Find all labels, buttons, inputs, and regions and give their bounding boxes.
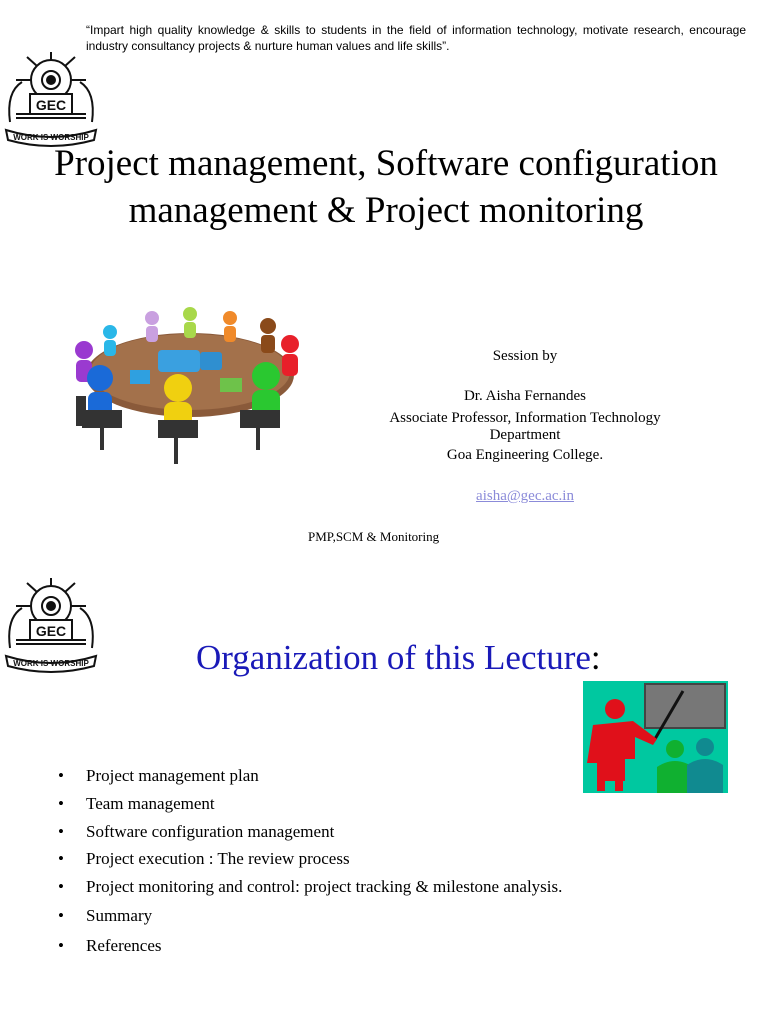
list-item-text: Software configuration management	[86, 822, 335, 841]
lecture-heading	[196, 638, 601, 678]
email-link[interactable]: aisha@gec.ac.in	[476, 488, 574, 504]
logo-motto-2: WORK IS WORSHIP	[13, 659, 89, 668]
slide-title	[20, 140, 752, 234]
bullet: •	[58, 822, 64, 841]
list-item	[58, 877, 562, 897]
logo-text: GEC	[35, 97, 67, 113]
list-item	[58, 794, 215, 814]
logo-text-2: GEC	[35, 623, 67, 639]
bullet: •	[58, 794, 64, 813]
title-line-1: Project management, Software configuration	[54, 143, 718, 184]
bullet: •	[58, 766, 64, 785]
bullet: •	[58, 906, 64, 925]
logo-motto: WORK IS WORSHIP	[13, 133, 89, 142]
designation-line-1: Associate Professor, Information Technology	[389, 410, 661, 426]
list-item	[58, 822, 334, 842]
list-item	[58, 849, 350, 869]
email-row	[360, 487, 690, 505]
designation-line-2: Department	[489, 427, 561, 443]
presenter-clipart	[583, 681, 728, 793]
list-item-text: References	[86, 936, 162, 955]
title-line-2: management & Project monitoring	[128, 190, 644, 231]
gec-logo	[2, 52, 100, 148]
list-item-text: Summary	[86, 906, 153, 925]
bullet: •	[58, 877, 64, 896]
list-item	[58, 766, 259, 786]
session-label: Session by	[492, 348, 558, 364]
mission-statement: “Impart high quality knowledge & skills to students in the field of information technology, motivate research, encourage industry consultancy projects & nurture human values and life skills”.	[86, 23, 746, 53]
presenter-name: Dr. Aisha Fernandes	[463, 388, 587, 404]
slide-footer: PMP,SCM & Monitoring	[308, 529, 440, 544]
bullet: •	[58, 849, 64, 868]
team-puzzle-image	[70, 300, 310, 470]
lecture-heading-colon: :	[590, 638, 601, 677]
list-item	[58, 906, 152, 926]
college-name: Goa Engineering College.	[446, 447, 604, 463]
list-item-text: Team management	[86, 794, 215, 813]
list-item-text: Project management plan	[86, 766, 259, 785]
list-item-text: Project monitoring and control: project tracking & milestone analysis.	[86, 877, 563, 896]
gec-logo-2	[2, 578, 100, 674]
bullet: •	[58, 936, 64, 955]
list-item	[58, 936, 162, 956]
list-item-text: Project execution : The review process	[86, 849, 350, 868]
lecture-heading-text: Organization of this Lecture	[196, 638, 591, 677]
